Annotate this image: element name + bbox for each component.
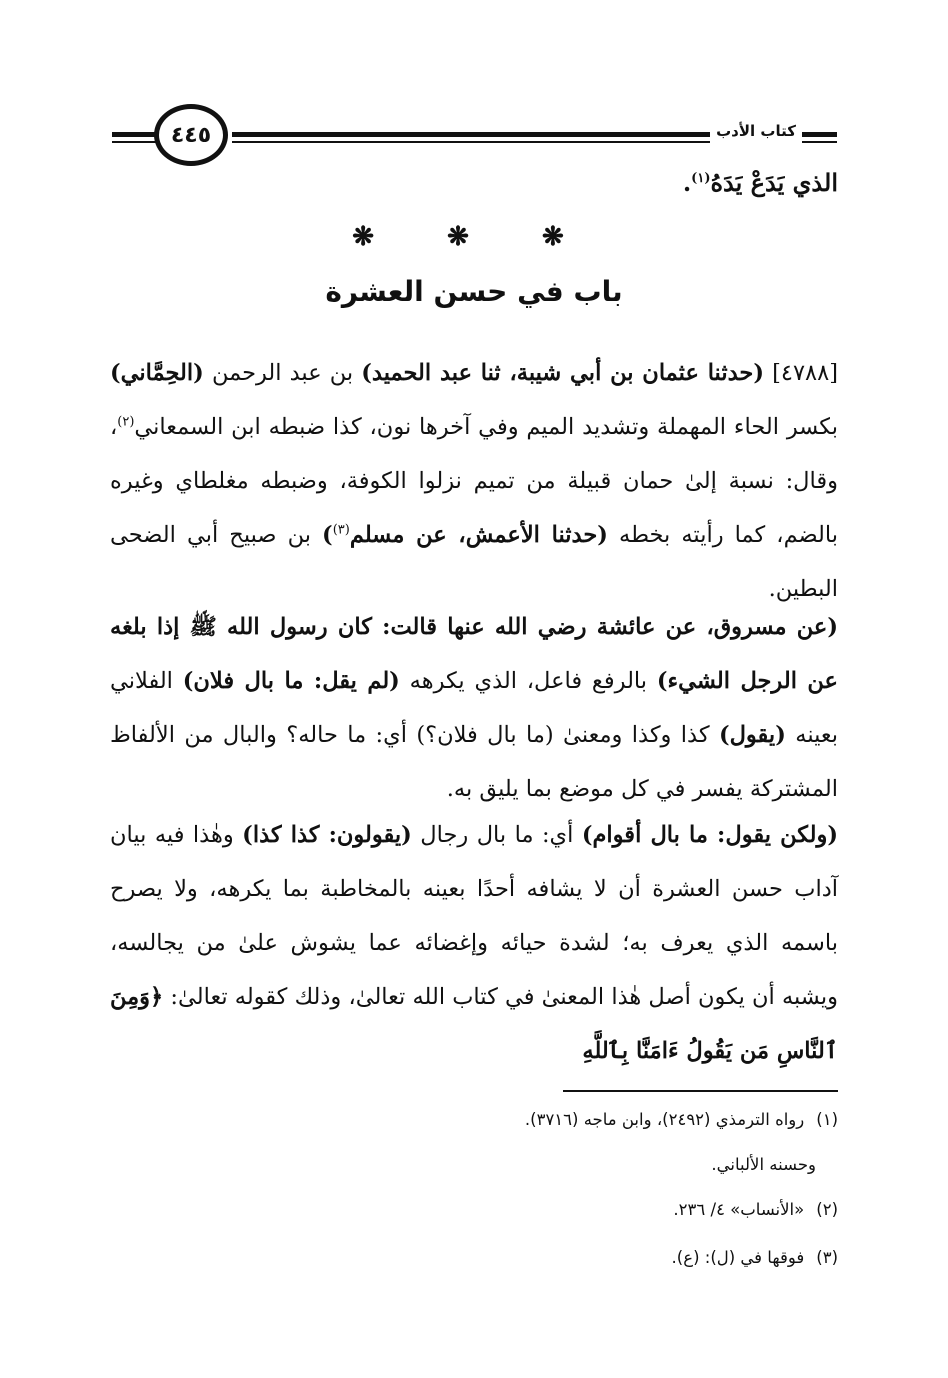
- footnote-3: [672, 1248, 838, 1267]
- footnote-number: (٣): [816, 1248, 838, 1267]
- page-header: [112, 100, 837, 172]
- footnote-2: [673, 1200, 838, 1219]
- footnote-text: فوقها في (ل): (ع).: [671, 1248, 805, 1267]
- matn-text: (يقولون: كذا كذا): [242, 822, 412, 848]
- page-number: ٤٤٥: [170, 122, 212, 148]
- footnote-number: (٢): [816, 1200, 838, 1219]
- footnote-text: وحسنه الألباني.: [711, 1155, 816, 1174]
- footnote-separator: [563, 1090, 838, 1092]
- matn-text: (يقول): [718, 722, 786, 748]
- commentary-text: بن صبيح أبي الضحى البطين.: [110, 522, 838, 602]
- header-rule: [112, 132, 157, 137]
- footnote-text: «الأنساب» ٤/ ٢٣٦.: [673, 1200, 805, 1219]
- header-rule: [232, 132, 710, 137]
- isnad-text: (حدثنا عثمان بن أبي شيبة، ثنا عبد الحميد): [361, 360, 764, 386]
- intro-text: الذي يَدَعْ يَدَهُ: [710, 168, 838, 197]
- commentary-text: الفلاني بعينه: [110, 668, 839, 748]
- page-number-badge: [154, 104, 228, 166]
- header-rule: [112, 141, 157, 143]
- isnad-text: (حدثنا الأعمش، عن مسلم: [349, 522, 608, 548]
- intro-end: .: [682, 168, 692, 197]
- commentary-text: كذا وكذا ومعنىٰ (ما بال فلان؟) أي: ما حاله؟ والبال من الألفاظ المشتركة يفسر في كل موضع بما يليق به.: [110, 722, 838, 802]
- hadith-paragraph-1: [110, 346, 838, 616]
- chapter-title: باب في حسن العشرة: [325, 275, 623, 308]
- commentary-text: وهٰذا فيه بيان آداب حسن العشرة أن لا يشافه أحدًا بعينه بالمخاطبة بما يكرهه، ولا يصرح باسمه الذي يعرف به؛ لشدة حيائه وإغضائه عما يشوش علىٰ من يجالسه، ويشبه أن يكون أصل هٰذا المعنىٰ في كتاب الله تعالىٰ، وذلك كقوله تعالىٰ:: [110, 822, 839, 1010]
- hadith-number: [٤٧٨٨]: [772, 360, 839, 386]
- hadith-paragraph-2: [110, 600, 838, 816]
- isnad-text: ): [322, 522, 333, 548]
- footnote-ref: (٢): [117, 414, 135, 430]
- commentary-text: ، وقال: نسبة إلىٰ حمان قبيلة من تميم نزلوا الكوفة، وضبطه مغلطاي وغيره بالضم، كما رأيته بخطه: [110, 414, 839, 548]
- hadith-paragraph-3: [110, 808, 838, 1078]
- intro-line: [683, 168, 838, 197]
- isnad-text: (الحِمَّاني): [110, 360, 204, 386]
- footnote-text: رواه الترمذي (٢٤٩٢)، وابن ماجه (٣٧١٦).: [524, 1110, 805, 1129]
- matn-text: (عن مسروق، عن عائشة رضي الله عنها قالت: كان رسول الله ﷺ إذا بلغه عن الرجل الشيء): [110, 614, 838, 694]
- matn-text: (لم يقل: ما بال فلان): [182, 668, 400, 694]
- footnote-ref: (٣): [332, 522, 350, 538]
- footnote-1: [525, 1110, 838, 1129]
- commentary-text: بن عبد الرحمن: [211, 360, 354, 386]
- header-rule: [802, 141, 837, 143]
- quran-quote: ﴿وَمِنَ ٱلنَّاسِ مَن يَقُولُ ءَامَنَّا بِٱللَّهِ: [110, 984, 838, 1064]
- running-book-title: كتاب الأدب: [716, 122, 796, 140]
- section-separator: ❋ ❋ ❋: [352, 222, 596, 252]
- commentary-text: بالرفع فاعل، الذي يكرهه: [409, 668, 648, 694]
- matn-text: (ولكن يقول: ما بال أقوام): [581, 822, 839, 848]
- footnote-ref: (١): [691, 171, 711, 186]
- footnote-number: (١): [816, 1110, 838, 1129]
- commentary-text: أي: ما بال رجال: [420, 822, 574, 848]
- footnote-1-continued: [711, 1155, 816, 1174]
- header-rule: [802, 132, 837, 137]
- commentary-text: بكسر الحاء المهملة وتشديد الميم وفي آخرها نون، كذا ضبطه ابن السمعاني: [134, 414, 838, 440]
- header-rule: [232, 141, 710, 143]
